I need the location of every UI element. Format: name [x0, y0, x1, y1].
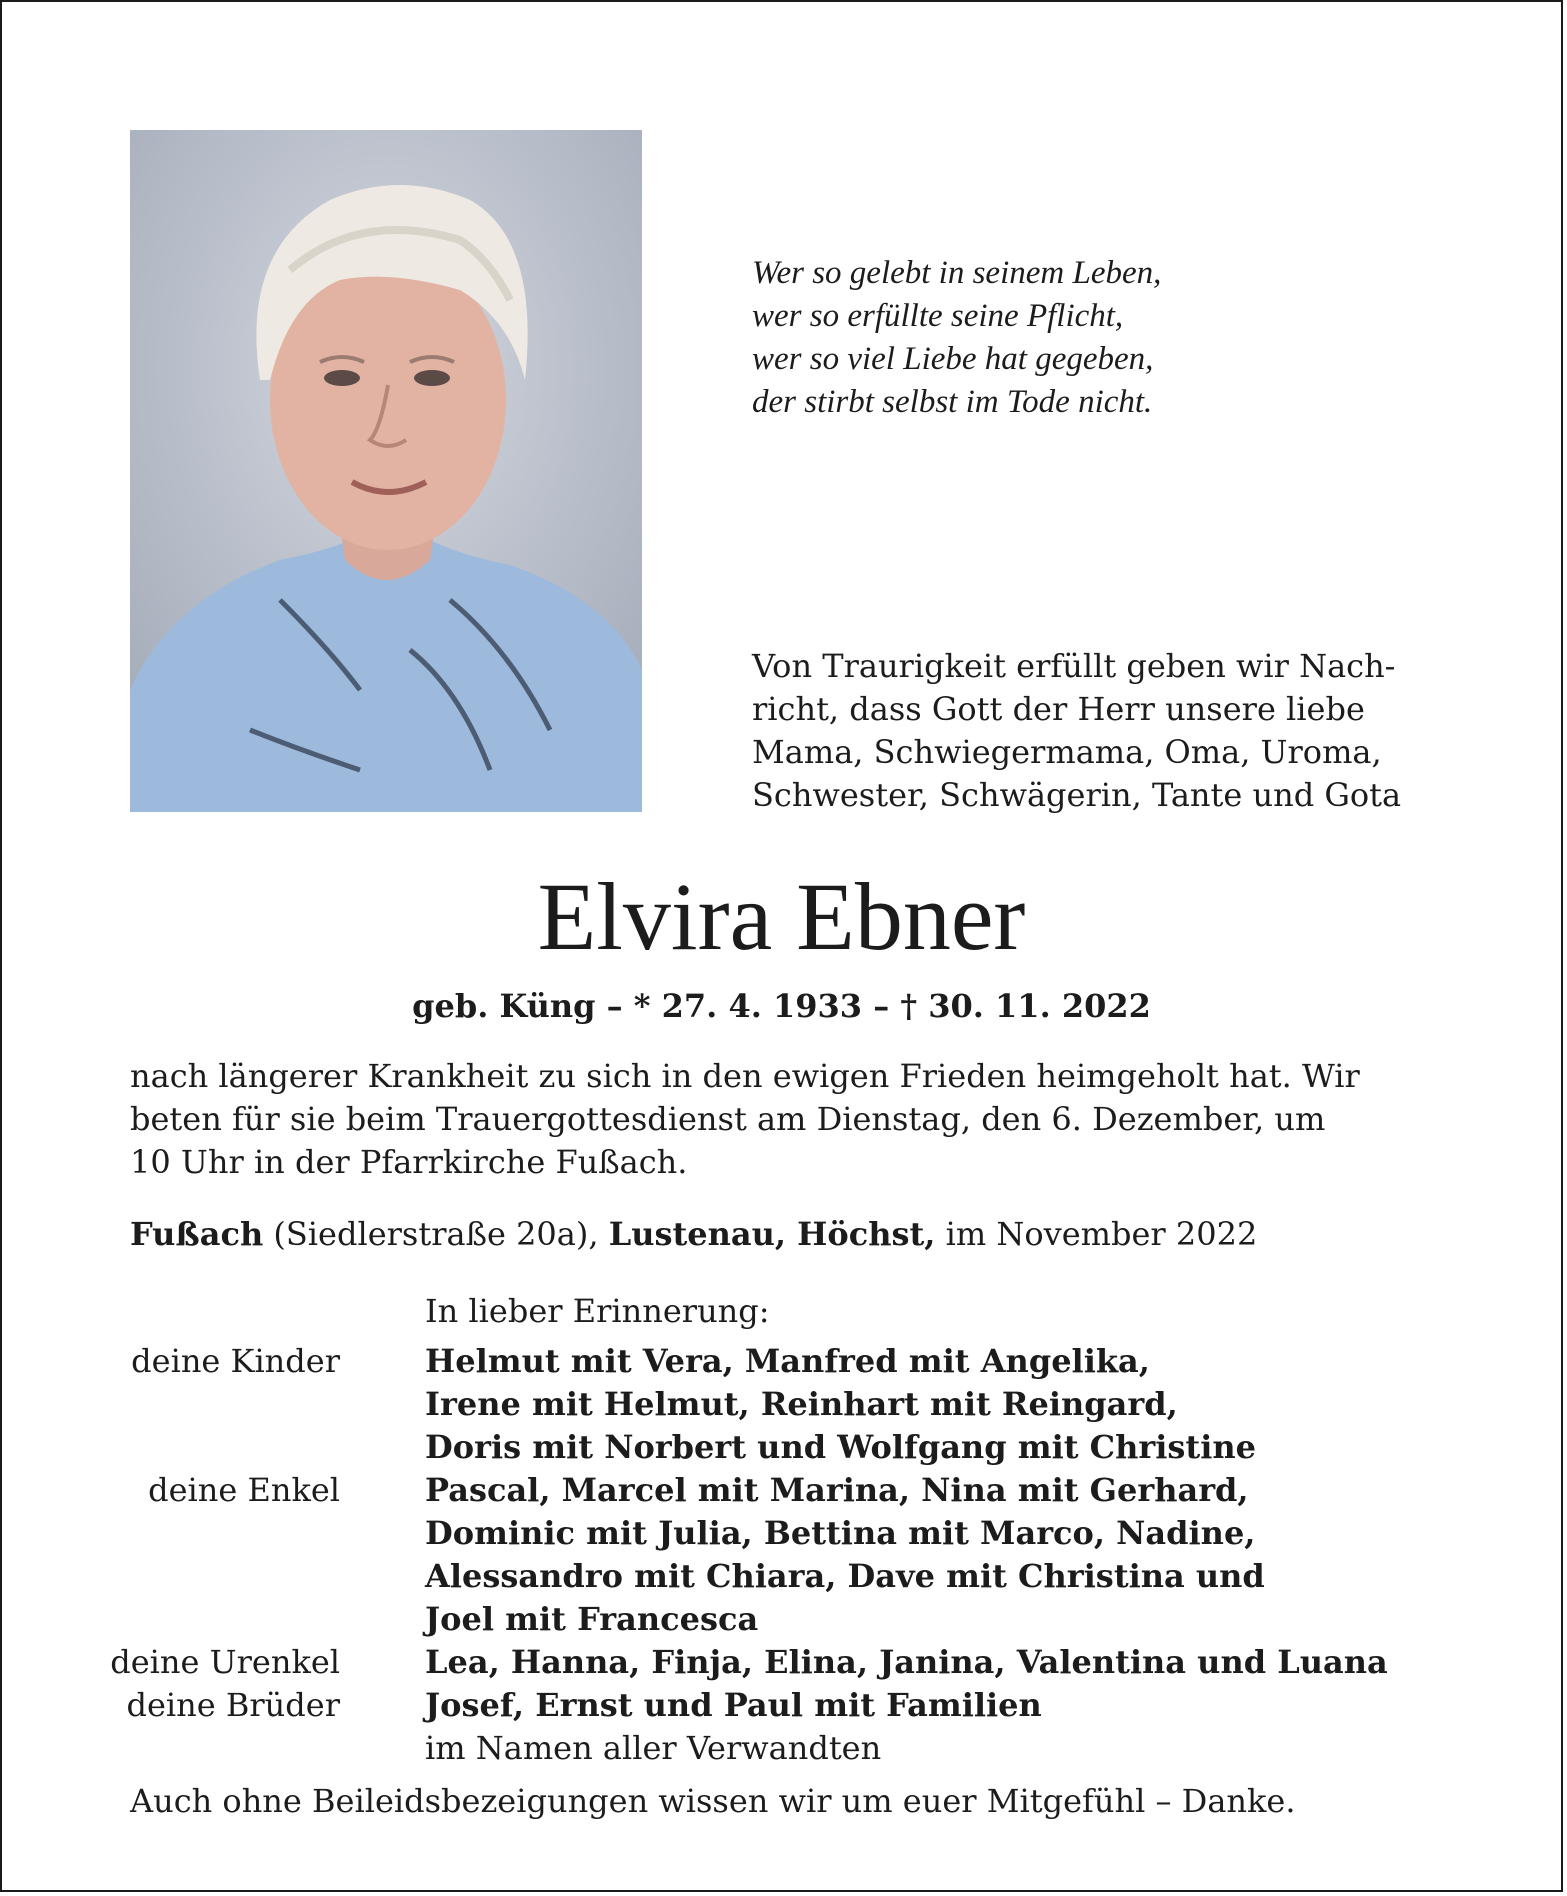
children-label: deine Kinder: [131, 1342, 340, 1380]
portrait-illustration: [130, 130, 642, 812]
brothers-names: Josef, Ernst und Paul mit Familien: [425, 1686, 1042, 1724]
family-row: [130, 1727, 1437, 1770]
family-row: [130, 1598, 1437, 1641]
family-row: [130, 1469, 1437, 1512]
grandchildren-names: Alessandro mit Chiara, Dave mit Christina und: [425, 1557, 1265, 1595]
announcement: [752, 645, 1437, 817]
body-text: [130, 1055, 1437, 1184]
grandchildren-names: Joel mit Francesca: [425, 1600, 759, 1638]
grandchildren-names: Dominic mit Julia, Bettina mit Marco, Nadine,: [425, 1514, 1256, 1552]
great-grandchildren-label: deine Urenkel: [110, 1643, 340, 1681]
children-names: Helmut mit Vera, Manfred mit Angelika,: [425, 1342, 1150, 1380]
family-row: [130, 1512, 1437, 1555]
children-names: Irene mit Helmut, Reinhart mit Reingard,: [425, 1385, 1178, 1423]
place-address: (Siedlerstraße 20a),: [273, 1215, 599, 1253]
closing-line: Auch ohne Beileidsbezeigungen wissen wir um euer Mitgefühl – Danke.: [130, 1782, 1296, 1820]
brothers-label: deine Brüder: [126, 1686, 340, 1724]
children-names: Doris mit Norbert und Wolfgang mit Christine: [425, 1428, 1256, 1466]
portrait-photo: [130, 130, 642, 812]
body-line: nach längerer Krankheit zu sich in den ewigen Frieden heimgeholt hat. Wir: [130, 1057, 1360, 1095]
place-town: Fußach: [130, 1215, 264, 1253]
deceased-name: Elvira Ebner: [537, 863, 1026, 970]
poem-line: wer so viel Liebe hat gegeben,: [752, 341, 1154, 377]
announcement-line: Mama, Schwiegermama, Oma, Uroma,: [752, 733, 1382, 771]
grandchildren-names: Pascal, Marcel mit Marina, Nina mit Gerhard,: [425, 1471, 1249, 1509]
family-row: [126, 1684, 1437, 1727]
body-line: 10 Uhr in der Pfarrkirche Fußach.: [130, 1143, 688, 1181]
announcement-line: richt, dass Gott der Herr unsere liebe: [752, 690, 1365, 728]
family-row: [130, 1426, 1437, 1469]
memory-heading: In lieber Erinnerung:: [425, 1292, 770, 1330]
family-row: [130, 1555, 1437, 1598]
place-date: im November 2022: [945, 1215, 1258, 1253]
poem-line: der stirbt selbst im Tode nicht.: [752, 384, 1153, 420]
family-row: [110, 1641, 1437, 1684]
announcement-line: Schwester, Schwägerin, Tante und Gota: [752, 776, 1402, 814]
poem-line: Wer so gelebt in seinem Leben,: [752, 255, 1162, 291]
poem-line: wer so erfüllte seine Pflicht,: [752, 298, 1124, 334]
life-dates: geb. Küng – * 27. 4. 1933 – † 30. 11. 2022: [412, 987, 1151, 1025]
body-line: beten für sie beim Trauergottesdienst am Dienstag, den 6. Dezember, um: [130, 1100, 1326, 1138]
family-row: [130, 1383, 1437, 1426]
great-grandchildren-names: Lea, Hanna, Finja, Elina, Janina, Valentina und Luana: [425, 1643, 1388, 1681]
relatives-line: im Namen aller Verwandten: [425, 1729, 882, 1767]
place-line: [130, 1213, 1437, 1256]
poem: [752, 252, 1352, 424]
place-others: Lustenau, Höchst,: [608, 1215, 936, 1253]
family-list: [110, 1340, 1437, 1770]
grandchildren-label: deine Enkel: [148, 1471, 340, 1509]
announcement-line: Von Traurigkeit erfüllt geben wir Nach-: [752, 647, 1396, 685]
family-row: [130, 1340, 1437, 1383]
